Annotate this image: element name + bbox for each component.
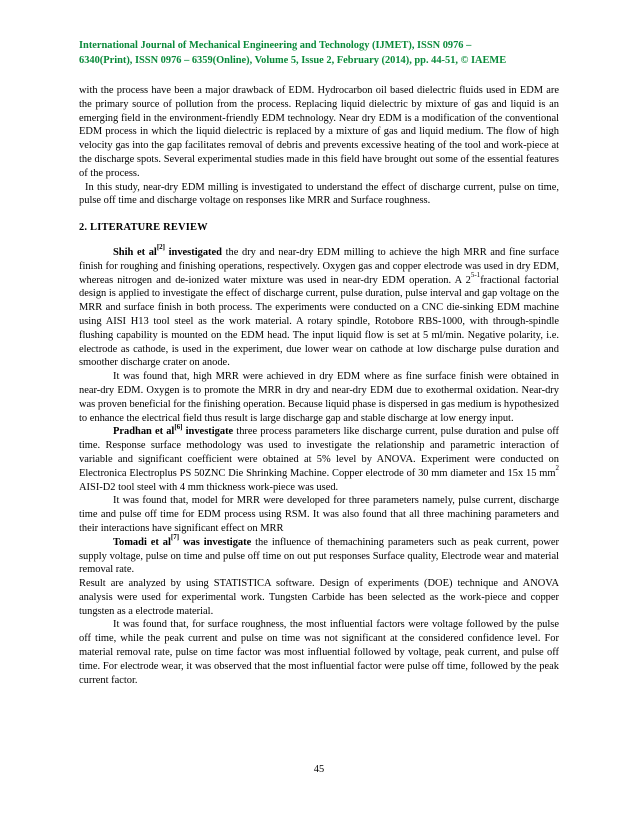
journal-header-line-2: 6340(Print), ISSN 0976 – 6359(Online), Volume 5, Issue 2, February (2014), pp. 44-51, © IAEME <box>79 55 507 66</box>
tomadi-author: Tomadi et al <box>113 536 171 548</box>
page-number: 45 <box>313 764 325 775</box>
body-text <box>79 84 559 687</box>
study-paragraph: In this study, near-dry EDM milling is investigated to understand the effect of discharge current, pulse on time, pulse off time and discharge voltage on responses like MRR and Surface roughness. <box>79 181 559 207</box>
shih-verb: investigated <box>164 246 222 258</box>
pradhan-text-b: AISI-D2 tool steel with 4 mm thickness work-piece was used. <box>79 481 339 493</box>
tomadi-paragraph <box>79 533 559 577</box>
tomadi-text-a: the influence of themachining parameters such as peak current, power supply voltage, pulse on time and pulse off time on out put responses Surface quality, Electrode wear and material removal rate. <box>79 536 559 576</box>
tomadi-finding-paragraph: It was found that, for surface roughness, the most influential factors were voltage followed by the pulse off time, while the peak current and pulse on time was not significant at the considered confidence level. For material removal rate, pulse on time factor was most influential followed by voltage, peak current, and pulse off time. For electrode wear, it was observed that the most influential factor were pulse off time, followed by the peak current factor. <box>79 619 559 686</box>
shih-finding-paragraph: It was found that, high MRR were achieved in dry EDM where as fine surface finish were obtained in near-dry EDM. Oxygen is to promote the MRR in dry and near-dry EDM due to exothermal oxidation. Near-dry was proven beneficial for the finishing operation. Because liquid phase is dispersed in gas medium is hypothesized to enhance the electrical field thus result is large discharge gap and stable discharge at low energy input. <box>79 371 559 424</box>
pradhan-verb: investigate <box>182 426 234 438</box>
pradhan-text-a: three process parameters like discharge current, pulse duration and pulse off time. Response surface methodology was used to investigate the relationship and parametric interaction of variable and significant coefficient were obtained at 5% level by ANOVA. Experiment were conducted on Electronica Electroplus PS 50ZNC Die Shrinking Machine. Copper electrode of 30 mm diameter and 15x 15 mm <box>79 426 559 479</box>
pradhan-exponent: 2 <box>555 464 559 473</box>
shih-text-a: the dry and near-dry EDM milling to achieve the high MRR and fine surface finish for roughing and finishing operations, respectively. Oxygen gas and copper electrode was used in dry EDM, whereas nitrogen and de-ionized water mixture was used in near-dry EDM operation. A 2 <box>79 246 559 286</box>
journal-header <box>79 38 559 68</box>
pradhan-paragraph <box>79 422 559 494</box>
tomadi-result-paragraph: Result are analyzed by using STATISTICA software. Design of experiments (DOE) technique and ANOVA analysis were used for experimental work. Tungsten Carbide has been selected as the work-piece and copper tungsten as a electrode material. <box>79 578 559 617</box>
intro-paragraph: with the process have been a major drawback of EDM. Hydrocarbon oil based dielectric fluids used in EDM are the primary source of pollution from the process. Replacing liquid dielectric by mixture of gas and liquid is an emerging field in the environment-friendly EDM technology. Near dry EDM is a modification of the conventional EDM process in which the liquid dielectric is replaced by a mixture of gas and liquid medium. The flow of high velocity gas into the gap facilitates removal of debris and prevents excessive heating of the tool and work-piece at the discharge spots. Several experimental studies made in this field have brought out some of the essential features of the process. <box>79 85 559 179</box>
pradhan-author: Pradhan et al <box>113 426 175 438</box>
shih-paragraph <box>79 243 559 370</box>
tomadi-verb: was investigate <box>179 536 252 548</box>
tomadi-reference: [7] <box>170 533 180 542</box>
section-heading: 2. LITERATURE REVIEW <box>79 222 208 234</box>
pradhan-finding-paragraph: It was found that, model for MRR were developed for three parameters namely, pulse current, discharge time and pulse off time for EDM process using RSM. It was also found that all three machining parameters and their interactions have significant effect on MRR <box>79 495 559 534</box>
shih-exponent: 5-1 <box>470 271 481 280</box>
journal-header-line-1: International Journal of Mechanical Engineering and Technology (IJMET), ISSN 0976 – <box>79 40 472 51</box>
shih-text-b: fractional factorial design is applied to investigate the effect of discharge current, pulse duration, pulse interval and gap voltage on the MRR and surface finish in both process. The experiments were conducted on a CNC die-sinking EDM machine using AISI H13 tool steel as the work material. A rotary spindle, Rotobore RBS-1000, with through-spindle flushing capability is mounted on the EDM head. The input liquid flow is set at 5 ml/min. Negative polarity, i.e. electrode as cathode, is used in the experiment, due lower wear on cathode at low discharge pulse duration and smoother discharge crater on anode. <box>79 274 559 369</box>
shih-author: Shih et al <box>113 246 157 258</box>
shih-reference: [2] <box>156 243 165 252</box>
pradhan-reference: [6] <box>174 422 183 431</box>
